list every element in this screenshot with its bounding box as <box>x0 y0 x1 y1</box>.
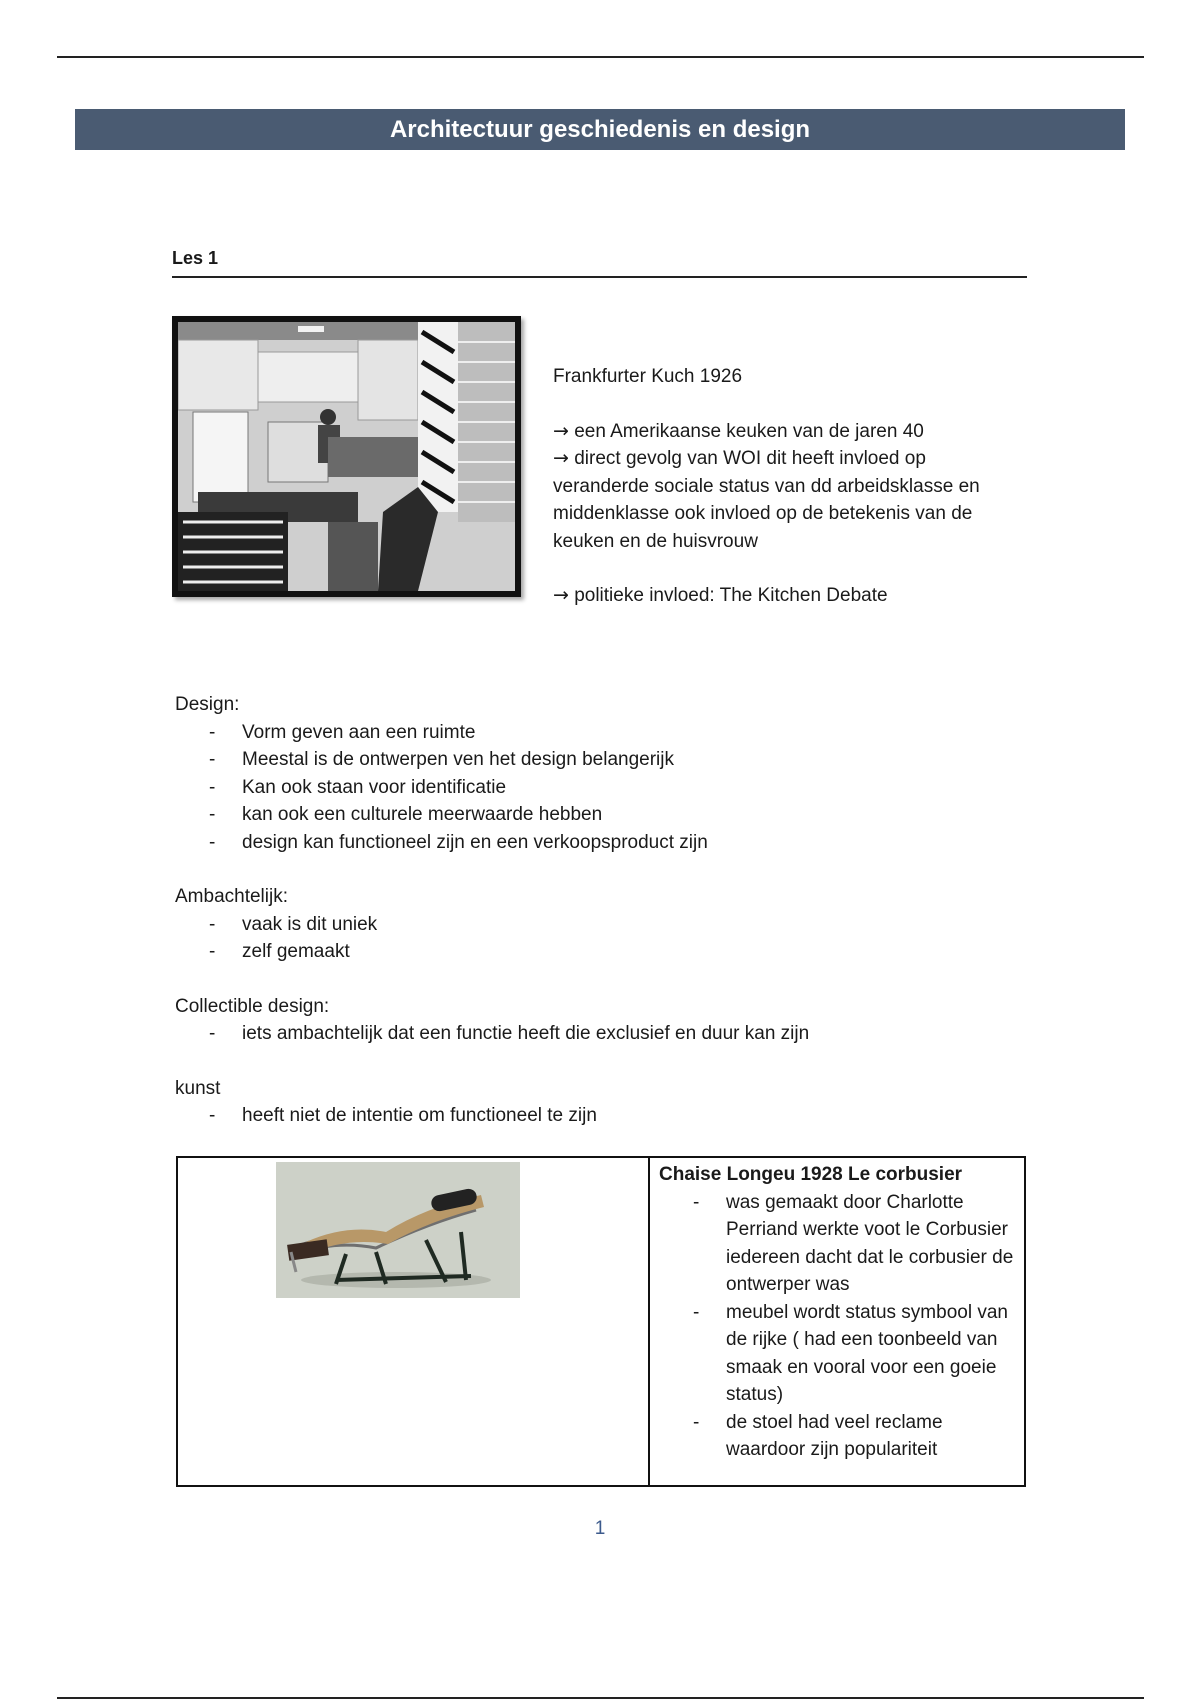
list-item: - was gemaakt door Charlotte Perriand werkte voot le Corbusier iedereen dacht dat le corbusier de ontwerper was <box>659 1189 1019 1299</box>
list-item: - meubel wordt status symbool van de rijke ( had een toonbeeld van smaak en vooral voor een goeie status) <box>659 1299 1019 1409</box>
chaise-table <box>176 1156 1026 1487</box>
section-heading: kunst <box>175 1077 221 1099</box>
section-heading: Collectible design: <box>175 995 330 1017</box>
list-item: - Meestal is de ontwerpen ven het design belangerijk <box>175 746 1035 774</box>
list-item: - zelf gemaakt <box>175 938 1035 966</box>
document-title: Architectuur geschiedenis en design <box>389 116 811 143</box>
list-item: - kan ook een culturele meerwaarde hebben <box>175 801 1035 829</box>
list-item: - Kan ook staan voor identificatie <box>175 774 1035 802</box>
chaise-longue-photo <box>276 1162 520 1298</box>
section-design <box>175 691 1035 856</box>
kitchen-illustration <box>178 322 515 591</box>
kitchen-description <box>553 363 1023 610</box>
intro-line: → een Amerikaanse keuken van de jaren 40 <box>553 419 924 442</box>
section-heading: Ambachtelijk: <box>175 886 288 907</box>
list-item: - iets ambachtelijk dat een functie heeft die exclusief en duur kan zijn <box>175 1020 1035 1048</box>
intro-line: → direct gevolg van WOI dit heeft invloed op veranderde sociale status van dd arbeidsklasse en middenklasse ook invloed op de betekenis van de keuken en de huisvrouw <box>553 447 980 552</box>
chaise-title: Chaise Longeu 1928 Le corbusier <box>659 1164 963 1185</box>
page-number: 1 <box>594 1518 606 1539</box>
section-kunst <box>175 1075 1035 1130</box>
list-item: - de stoel had veel reclame waardoor zijn populariteit <box>659 1409 1019 1464</box>
bottom-rule <box>57 1697 1144 1699</box>
definitions <box>175 691 1035 1157</box>
intro-politics: → politieke invloed: The Kitchen Debate <box>553 584 888 606</box>
section-heading: Design: <box>175 694 240 715</box>
chaise-longue-illustration <box>276 1162 520 1298</box>
table-divider <box>648 1158 650 1485</box>
document-title-banner <box>75 109 1125 150</box>
kitchen-heading: Frankfurter Kuch 1926 <box>553 366 743 387</box>
kitchen-photo <box>172 316 521 597</box>
arrow-icon: → <box>553 447 569 469</box>
list-item: - vaak is dit uniek <box>175 911 1035 939</box>
list-item: - design kan functioneel zijn en een verkoopsproduct zijn <box>175 829 1035 857</box>
chaise-description <box>659 1161 1019 1464</box>
list-item: - Vorm geven aan een ruimte <box>175 719 1035 747</box>
arrow-icon: → <box>553 419 569 442</box>
top-rule <box>57 56 1144 58</box>
section-ambachtelijk <box>175 883 1035 966</box>
section-collectible-design <box>175 993 1035 1048</box>
lesson-heading: Les 1 <box>172 248 1027 278</box>
arrow-icon: → <box>553 584 569 606</box>
list-item: - heeft niet de intentie om functioneel te zijn <box>175 1102 1035 1130</box>
